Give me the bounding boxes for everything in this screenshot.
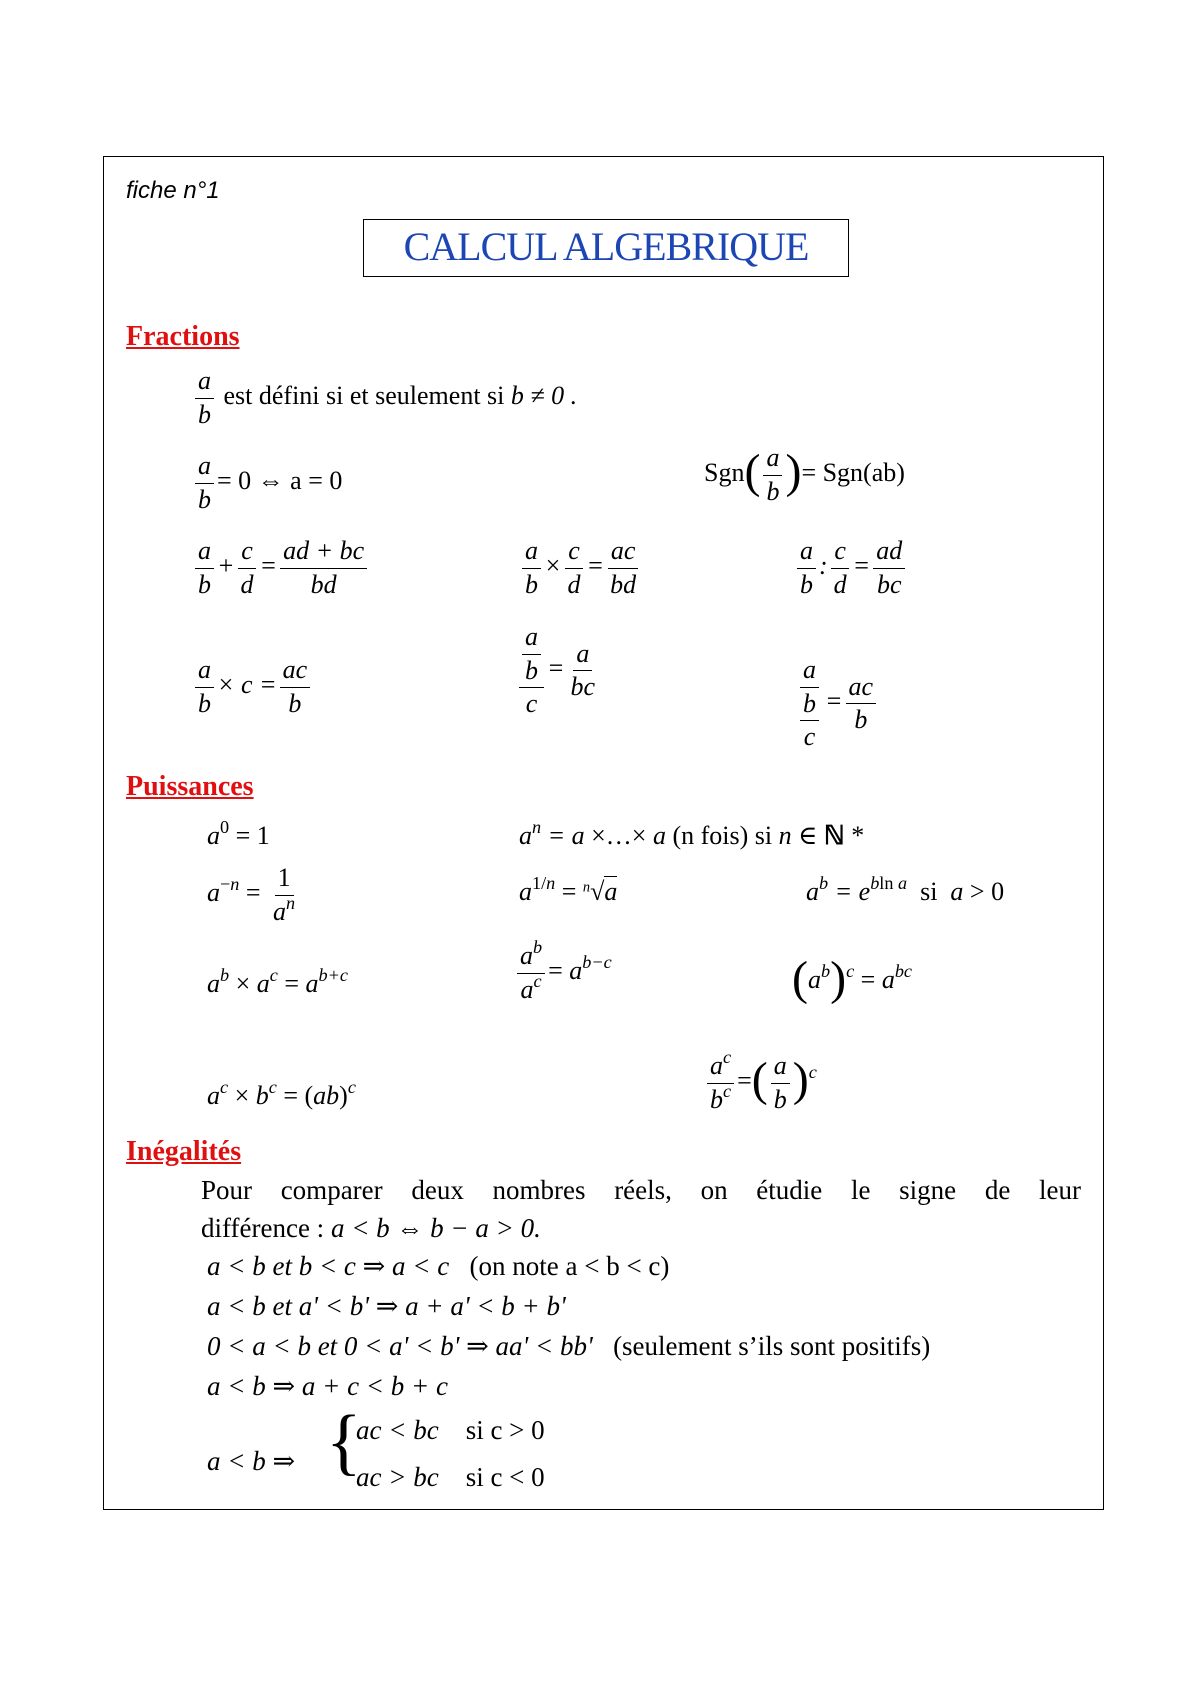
section-title-puissances: Puissances (126, 771, 254, 802)
negative-power-rule: $a^{-n}$ = $\frac{1}{a^n}$ (207, 863, 296, 926)
fraction-product-rule: $\frac{a}{b}$ × $\frac{c}{d}$ = $\frac{ac}{bd}$ (519, 535, 642, 601)
inequality-transitivity: a < b et b < c ⇒ a < c (on note a < b < c) (207, 1251, 670, 1281)
inequality-add-constant: a < b ⇒ a + c < b + c (207, 1371, 448, 1401)
inequality-intro-line2: différence : a < b ⇔ b − a > 0. (201, 1213, 541, 1243)
power-product-rule: $a^b \times a^c = a^{b+c}$ (207, 965, 348, 998)
inequality-case-negative: ac > bc si c < 0 (356, 1462, 545, 1492)
power-zero-rule: $a^0 = 1$ (207, 817, 270, 850)
fraction-over-scalar-rule: $\frac{\frac{a}{b}}{c}$ = $\frac{a}{bc}$ (516, 621, 601, 721)
fraction-zero-rule: $\frac{a}{b}$ = 0 ⇔ a = 0 (192, 450, 342, 516)
power-quotient-rule: $\frac{a^b}{a^c}$ = $a^{b-c}$ (514, 940, 612, 1006)
quotient-power-rule: $\frac{a^c}{b^c}$ =( $\frac{a}{b}$ )$^c$ (704, 1050, 817, 1116)
fraction-definition: $\frac{a}{b}$ est défini si et seulement si b ≠ 0 . (192, 365, 577, 431)
cases-brace: { (326, 1401, 362, 1483)
product-power-rule: $a^c \times b^c = (ab)^c$ (207, 1077, 356, 1110)
root-power-rule: $a^{1/n} = ^n√a$ (519, 873, 618, 906)
inequality-sum: a < b et a' < b' ⇒ a + a' < b + b' (207, 1291, 566, 1321)
exponential-power-rule: $a^b = e^{bln a}$ si a > 0 (806, 873, 1005, 906)
formula-sheet (103, 156, 1104, 1510)
title-box (363, 219, 849, 277)
fraction-division-rule: $\frac{a}{b}$ : $\frac{c}{d}$ = $\frac{ad}{bc}$ (794, 535, 908, 601)
inequality-intro-line1: Pour comparer deux nombres réels, on étudie le signe de leur (201, 1175, 1081, 1205)
section-title-inegalites: Inégalités (126, 1136, 242, 1167)
fraction-sign-rule: Sgn( $\frac{a}{b}$ )= Sgn(ab) (704, 443, 905, 506)
inequality-case-positive: ac < bc si c > 0 (356, 1415, 545, 1445)
section-title-fractions: Fractions (126, 321, 240, 352)
scalar-over-fraction-rule: $\frac{a}{\frac{b}{c}}$ = $\frac{ac}{b}$ (794, 654, 879, 754)
page-title: CALCUL ALGEBRIQUE (403, 224, 809, 269)
sheet-number: fiche n°1 (126, 177, 220, 204)
fraction-times-scalar-rule: $\frac{a}{b}$ × c = $\frac{ac}{b}$ (192, 654, 313, 720)
power-of-power-rule: $(a^b)^c = a^{bc}$ (792, 952, 912, 1005)
power-definition: $a^n = a$ ×…× a (n fois) si n ∈ ℕ * (519, 817, 865, 850)
fraction-sum-rule: $\frac{a}{b}$ + $\frac{c}{d}$ = $\frac{ad + bc}{bd}$ (192, 535, 370, 601)
inequality-product: 0 < a < b et 0 < a' < b' ⇒ aa' < bb' (seulement s’ils sont positifs) (207, 1331, 931, 1361)
inequality-multiply-lhs: a < b ⇒ (207, 1446, 296, 1476)
